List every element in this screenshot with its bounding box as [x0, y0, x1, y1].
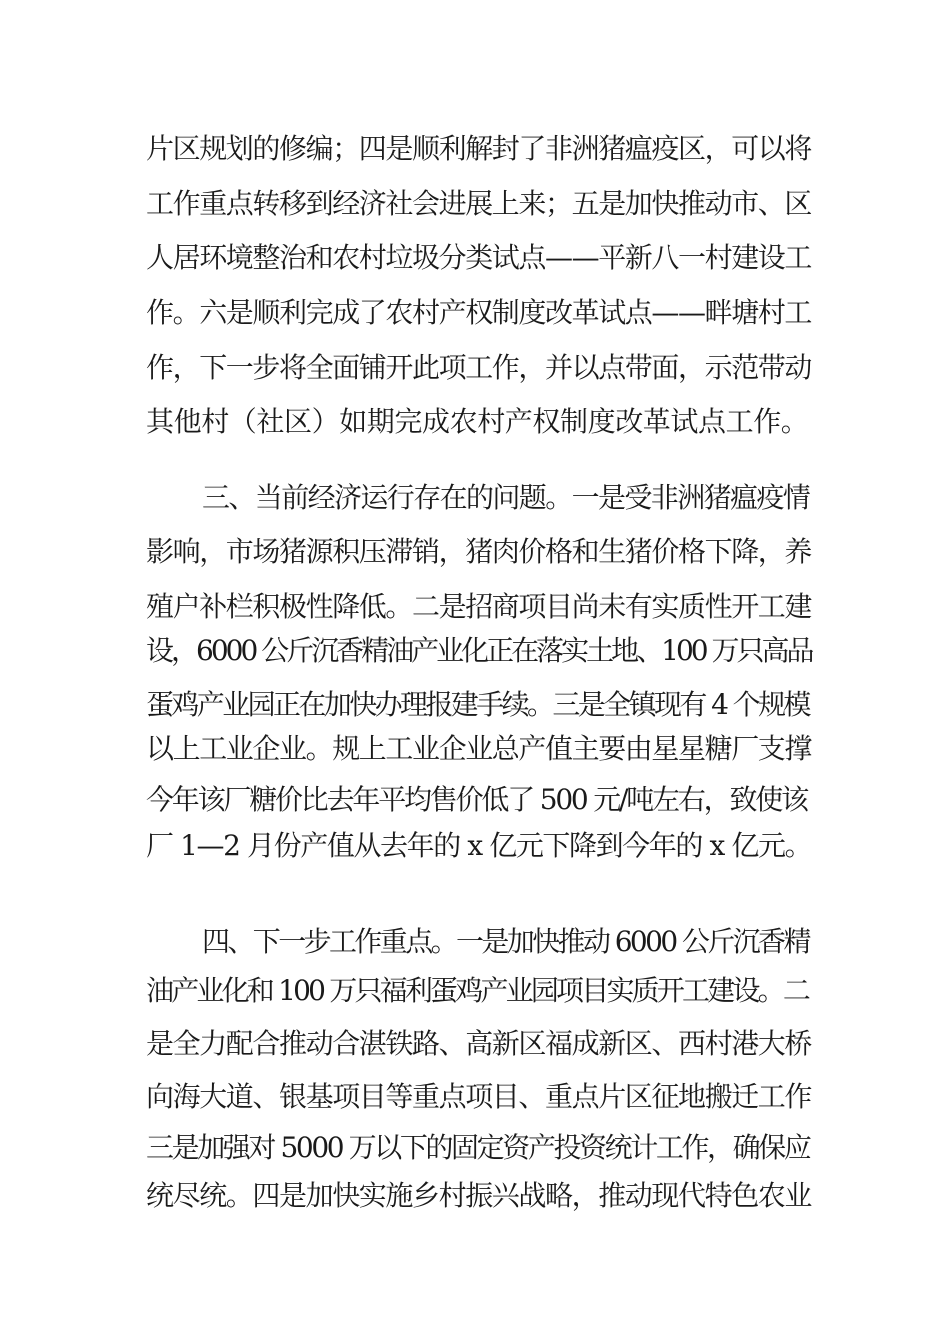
text-line: 厂 1—2 月份产值从去年的 x 亿元下降到今年的 x 亿元。 — [146, 829, 812, 862]
text-line: 蛋鸡产业园正在加快办理报建手续。三是全镇现有 4 个规模 — [146, 688, 809, 721]
text-line: 油产业化和 100 万只福利蛋鸡产业园项目实质开工建设。二 — [146, 974, 809, 1007]
text-line: 片区规划的修编；四是顺利解封了非洲猪瘟疫区，可以将 — [146, 132, 812, 165]
text-line: 作，下一步将全面铺开此项工作，并以点带面，示范带动 — [146, 351, 812, 384]
text-line: 人居环境整治和农村垃圾分类试点——平新八一村建设工 — [146, 241, 812, 274]
text-line: 三是加强对 5000 万以下的固定资产投资统计工作，确保应 — [146, 1131, 810, 1164]
text-line: 工作重点转移到经济社会进展上来；五是加快推动市、区 — [146, 187, 812, 220]
text-line: 殖户补栏积极性降低。二是招商项目尚未有实质性开工建 — [146, 590, 812, 623]
text-line: 设，6000 公斤沉香精油产业化正在落实土地、100 万只高品 — [146, 634, 812, 667]
text-line: 影响，市场猪源积压滞销，猪肉价格和生猪价格下降，养 — [146, 535, 812, 568]
text-line: 向海大道、银基项目等重点项目、重点片区征地搬迁工作 — [146, 1080, 812, 1113]
text-line: 今年该厂糖价比去年平均售价低了 500 元/吨左右，致使该 — [146, 783, 807, 816]
text-line: 其他村（社区）如期完成农村产权制度改革试点工作。 — [146, 405, 809, 438]
text-line: 以上工业企业。规上工业企业总产值主要由星星糖厂支撑 — [146, 732, 812, 765]
paragraph-heading-line: 四、下一步工作重点。一是加快推动 6000 公斤沉香精 — [202, 925, 809, 958]
paragraph-heading-line: 三、当前经济运行存在的问题。一是受非洲猪瘟疫情 — [202, 481, 810, 514]
text-line: 是全力配合推动合湛铁路、高新区福成新区、西村港大桥 — [146, 1027, 812, 1060]
text-line: 作。六是顺利完成了农村产权制度改革试点——畔塘村工 — [146, 296, 812, 329]
text-line: 统尽统。四是加快实施乡村振兴战略，推动现代特色农业 — [146, 1179, 812, 1212]
